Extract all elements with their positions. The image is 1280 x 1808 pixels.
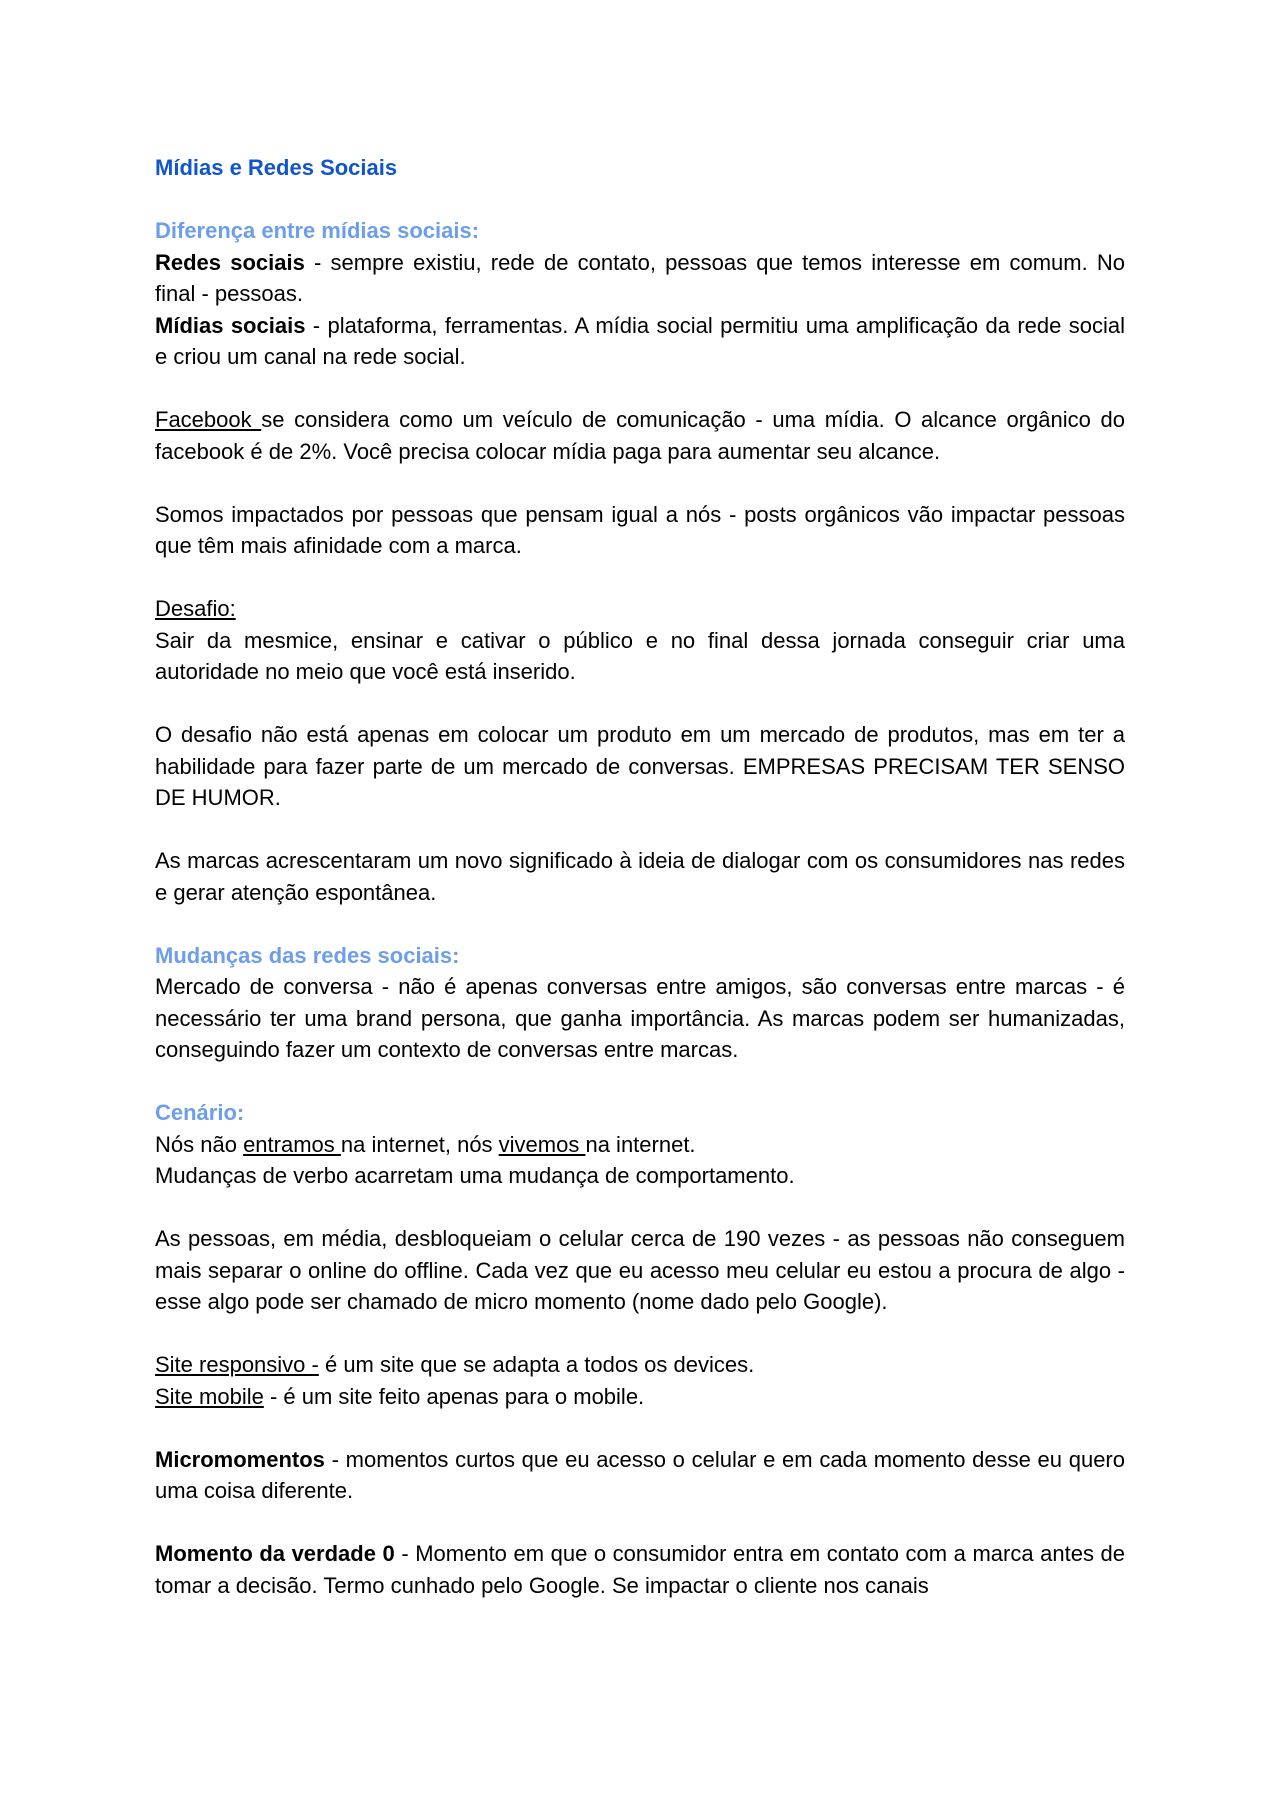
paragraph-momento-verdade	[155, 1538, 1125, 1601]
text-redes-sociais: - sempre existiu, rede de contato, pessoas que temos interesse em comum. No final - pessoas.	[155, 249, 1126, 306]
text-micromomentos: - momentos curtos que eu acesso o celular e em cada momento desse eu quero uma coisa diferente.	[155, 1446, 1125, 1503]
spacer	[155, 814, 1125, 846]
term-micromomentos: Micromomentos	[155, 1446, 325, 1472]
underlined-entramos: entramos	[243, 1131, 341, 1157]
link-site-mobile: Site mobile	[155, 1383, 264, 1409]
paragraph-mercado-conversa: Mercado de conversa - não é apenas conversas entre amigos, são conversas entre marcas - é necessário ter uma brand persona, que ganha importância. As marcas podem ser humanizadas, conseguindo fazer um contexto de conversas entre marcas.	[155, 974, 1125, 1062]
text-momento-verdade: - Momento em que o consumidor entra em contato com a marca antes de tomar a decisão. Termo cunhado pelo Google. Se impactar o cliente nos canais	[155, 1541, 1125, 1598]
section-heading-diferenca: Diferença entre mídias sociais:	[155, 218, 480, 243]
paragraph-vivemos	[155, 1129, 1125, 1161]
spacer	[155, 184, 1125, 216]
label-desafio: Desafio:	[155, 596, 236, 621]
link-site-responsivo: Site responsivo -	[155, 1352, 319, 1377]
spacer	[155, 373, 1125, 405]
section-heading-mudancas: Mudanças das redes sociais:	[155, 942, 460, 968]
document-page	[155, 152, 1125, 1601]
paragraph-desafio-mercado: O desafio não está apenas em colocar um produto em um mercado de produtos, mas em ter a habilidade para fazer parte de um mercado de conversas. EMPRESAS PRECISAM TER SENSO DE HUMOR.	[155, 722, 1125, 810]
text-site-mobile: - é um site feito apenas para o mobile.	[263, 1383, 645, 1409]
spacer	[155, 1318, 1125, 1350]
text-facebook: se considera como um veículo de comunicação - uma mídia. O alcance orgânico do facebook é de 2%. Você precisa colocar mídia paga para aumentar seu alcance.	[155, 407, 1125, 464]
text-midias-sociais: - plataforma, ferramentas. A mídia social permitiu uma amplificação da rede social e criou um canal na rede social.	[155, 312, 1125, 369]
underlined-vivemos: vivemos	[498, 1131, 586, 1157]
text-site-responsivo: é um site que se adapta a todos os devices.	[318, 1352, 755, 1377]
term-momento-verdade: Momento da verdade 0	[155, 1541, 395, 1566]
spacer	[155, 562, 1125, 594]
document-title: Mídias e Redes Sociais	[155, 155, 398, 180]
paragraph-mudancas-verbo: Mudanças de verbo acarretam uma mudança de comportamento.	[155, 1163, 795, 1188]
term-redes-sociais: Redes sociais	[155, 249, 305, 275]
paragraph-marcas: As marcas acrescentaram um novo significado à ideia de dialogar com os consumidores nas redes e gerar atenção espontânea.	[155, 848, 1125, 905]
paragraph-impactados: Somos impactados por pessoas que pensam igual a nós - posts orgânicos vão impactar pessoas que têm mais afinidade com a marca.	[155, 501, 1125, 558]
paragraph-desbloqueiam: As pessoas, em média, desbloqueiam o celular cerca de 190 vezes - as pessoas não conseguem mais separar o online do offline. Cada vez que eu acesso meu celular eu estou a procura de algo - esse algo pode ser chamado de micro momento (nome dado pelo Google).	[155, 1226, 1125, 1314]
link-facebook: Facebook	[155, 407, 262, 432]
section-heading-cenario: Cenário:	[155, 1100, 245, 1125]
term-midias-sociais: Mídias sociais	[155, 312, 306, 338]
text-segment: na internet.	[585, 1131, 696, 1157]
paragraph-site-mobile	[155, 1381, 1125, 1413]
spacer	[155, 908, 1125, 940]
spacer	[155, 467, 1125, 499]
spacer	[155, 1412, 1125, 1444]
spacer	[155, 1507, 1125, 1539]
paragraph-facebook	[155, 404, 1125, 467]
spacer	[155, 688, 1125, 720]
spacer	[155, 1066, 1125, 1098]
text-segment: na internet, nós	[340, 1131, 499, 1157]
paragraph-micromomentos	[155, 1444, 1125, 1507]
spacer	[155, 1192, 1125, 1224]
paragraph-site-responsivo	[155, 1349, 1125, 1381]
paragraph-redes-sociais	[155, 247, 1125, 310]
paragraph-midias-sociais	[155, 310, 1125, 373]
text-segment: Nós não	[155, 1131, 244, 1157]
paragraph-desafio: Sair da mesmice, ensinar e cativar o público e no final dessa jornada conseguir criar uma autoridade no meio que você está inserido.	[155, 627, 1125, 684]
